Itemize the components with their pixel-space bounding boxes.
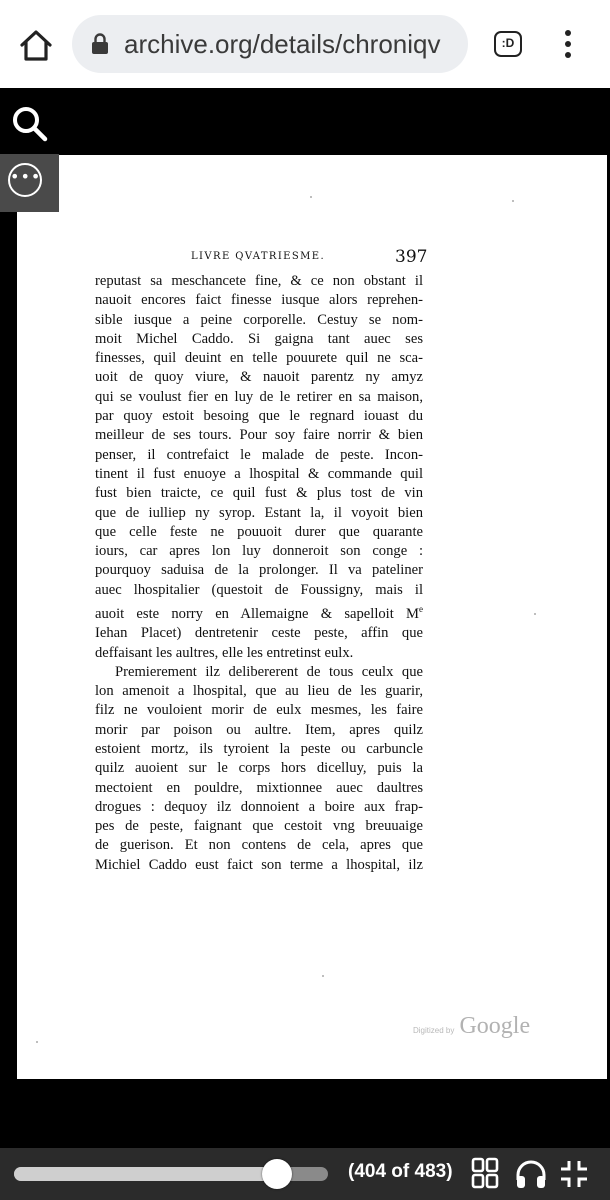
text-line: deffaisant les aultres, elle les entretinst eulx.	[95, 644, 354, 661]
book-page	[17, 155, 607, 1079]
book-text	[95, 272, 423, 875]
running-head: LIVRE QVATRIESME.	[191, 251, 326, 262]
text-line: finesses, quil deuint en telle pouurete quil ne sca-	[95, 350, 423, 367]
exit-fullscreen-button[interactable]	[558, 1158, 590, 1190]
text-line	[95, 600, 423, 624]
home-icon	[14, 24, 58, 68]
google-wordmark: Google	[459, 1013, 531, 1039]
more-options-panel	[0, 154, 59, 212]
scan-speck	[512, 200, 514, 202]
text-line: mectoient en pouldre, mixtionnee auec daultres	[95, 779, 423, 796]
scan-speck	[534, 613, 536, 615]
digitized-by-text: Digitized by	[413, 1026, 455, 1035]
text-line: qui se voulust fier en luy de le retirer en sa maison,	[95, 388, 423, 405]
text-line: par quoy estoit besoing que le regnard iouast du	[95, 408, 423, 425]
text-line: fust bien traicte, ce quil fust & plus tost de vin	[95, 485, 423, 502]
text-line: auec lhospitalier (questoit de Foussigny, mais il	[95, 581, 423, 598]
more-horizontal-icon: •••	[10, 167, 42, 186]
page-slider[interactable]	[14, 1167, 328, 1181]
text-line: iours, car apres lon luy donneroit son conge :	[95, 543, 423, 560]
text-line: Michiel Caddo eust faict son terme a lhospital, ilz	[95, 856, 423, 873]
more-options-button[interactable]	[8, 163, 42, 197]
text-line: penser, il contrefaict le malade de peste. Incon-	[95, 446, 423, 463]
text-line: reputast sa meschancete fine, & ce non obstant il	[95, 273, 423, 289]
text-line: Premierement ilz delibererent de tous ceulx que	[115, 663, 423, 680]
page-slider-fill	[14, 1167, 277, 1181]
text-line: drogues : dequoy ilz donnoient a boire aux frap-	[95, 798, 423, 815]
text-line: morir par poison ou aultre. Item, apres quilz	[95, 721, 423, 738]
page-indicator: (404 of 483)	[348, 1161, 453, 1182]
printed-page-number: 397	[395, 247, 428, 267]
address-bar[interactable]	[72, 15, 468, 73]
digitized-by-google-watermark	[413, 1013, 530, 1040]
url-text[interactable]: archive.org/details/chroniqv	[124, 29, 441, 59]
text-line: pourquoy saduisa de la prolonger. Il va pateliner	[95, 562, 423, 579]
more-vertical-icon	[556, 28, 580, 62]
text-line: meilleur de ses tours. Pour soy faire norrir & bien	[95, 427, 423, 444]
text-line: tinent il fust enuoye a lhospital & commande quil	[95, 465, 423, 482]
home-button[interactable]	[14, 24, 58, 68]
scan-speck	[36, 1041, 38, 1043]
text-line: que celle feste ne pouuoit durer que quarante	[95, 523, 423, 540]
scan-speck	[310, 196, 312, 198]
reader-controls	[0, 1148, 610, 1200]
superscript-e: e	[419, 604, 423, 615]
browser-toolbar	[0, 0, 610, 89]
grid-view-button[interactable]	[470, 1156, 500, 1190]
text-line: lon amenoit a lhospital, que au lieu de les guarir,	[95, 683, 423, 700]
text-line: pes de peste, faignant que cestoit vng breuuaige	[95, 818, 423, 835]
browser-menu-button[interactable]	[556, 28, 580, 62]
text-line: Iehan Placet) dentretenir ceste peste, affin que	[95, 625, 423, 642]
text-line: moit Michel Caddo. Si gaigna tant auec ses	[95, 330, 423, 347]
tab-switcher-button[interactable]: :D	[494, 31, 522, 57]
search-button[interactable]	[10, 104, 50, 144]
text-line-content: auoit este norry en Allemaigne & sapelloit M	[95, 605, 419, 622]
book-reader	[0, 88, 610, 1148]
text-line: estoient mortz, ils tyroient la peste ou carbuncle	[95, 740, 423, 757]
read-aloud-button[interactable]	[514, 1158, 548, 1190]
text-line: de guerison. Et non contens de cela, apres que	[95, 837, 423, 854]
text-line: sible iusque a peine corporelle. Cestuy se nom-	[95, 311, 423, 328]
text-line: quilz auoient sur le corps hors dicelluy, puis la	[95, 760, 423, 777]
text-line: nauoit encores faict finesse iusque alors reprehen-	[95, 292, 423, 309]
search-icon	[10, 104, 50, 144]
text-line: filz ne vouloient morir de eulx mesmes, les faire	[95, 702, 423, 719]
headphones-icon	[514, 1158, 548, 1190]
exit-fullscreen-icon	[558, 1158, 590, 1190]
text-line: uoit de quoy viure, & nauoit parentz ny amyz	[95, 369, 423, 386]
page-slider-thumb[interactable]	[262, 1159, 292, 1189]
grid-view-icon	[470, 1156, 500, 1190]
lock-icon	[90, 33, 110, 55]
scan-speck	[322, 975, 324, 977]
text-line: que de iulliep ny syrop. Estant la, il voyoit bien	[95, 504, 423, 521]
